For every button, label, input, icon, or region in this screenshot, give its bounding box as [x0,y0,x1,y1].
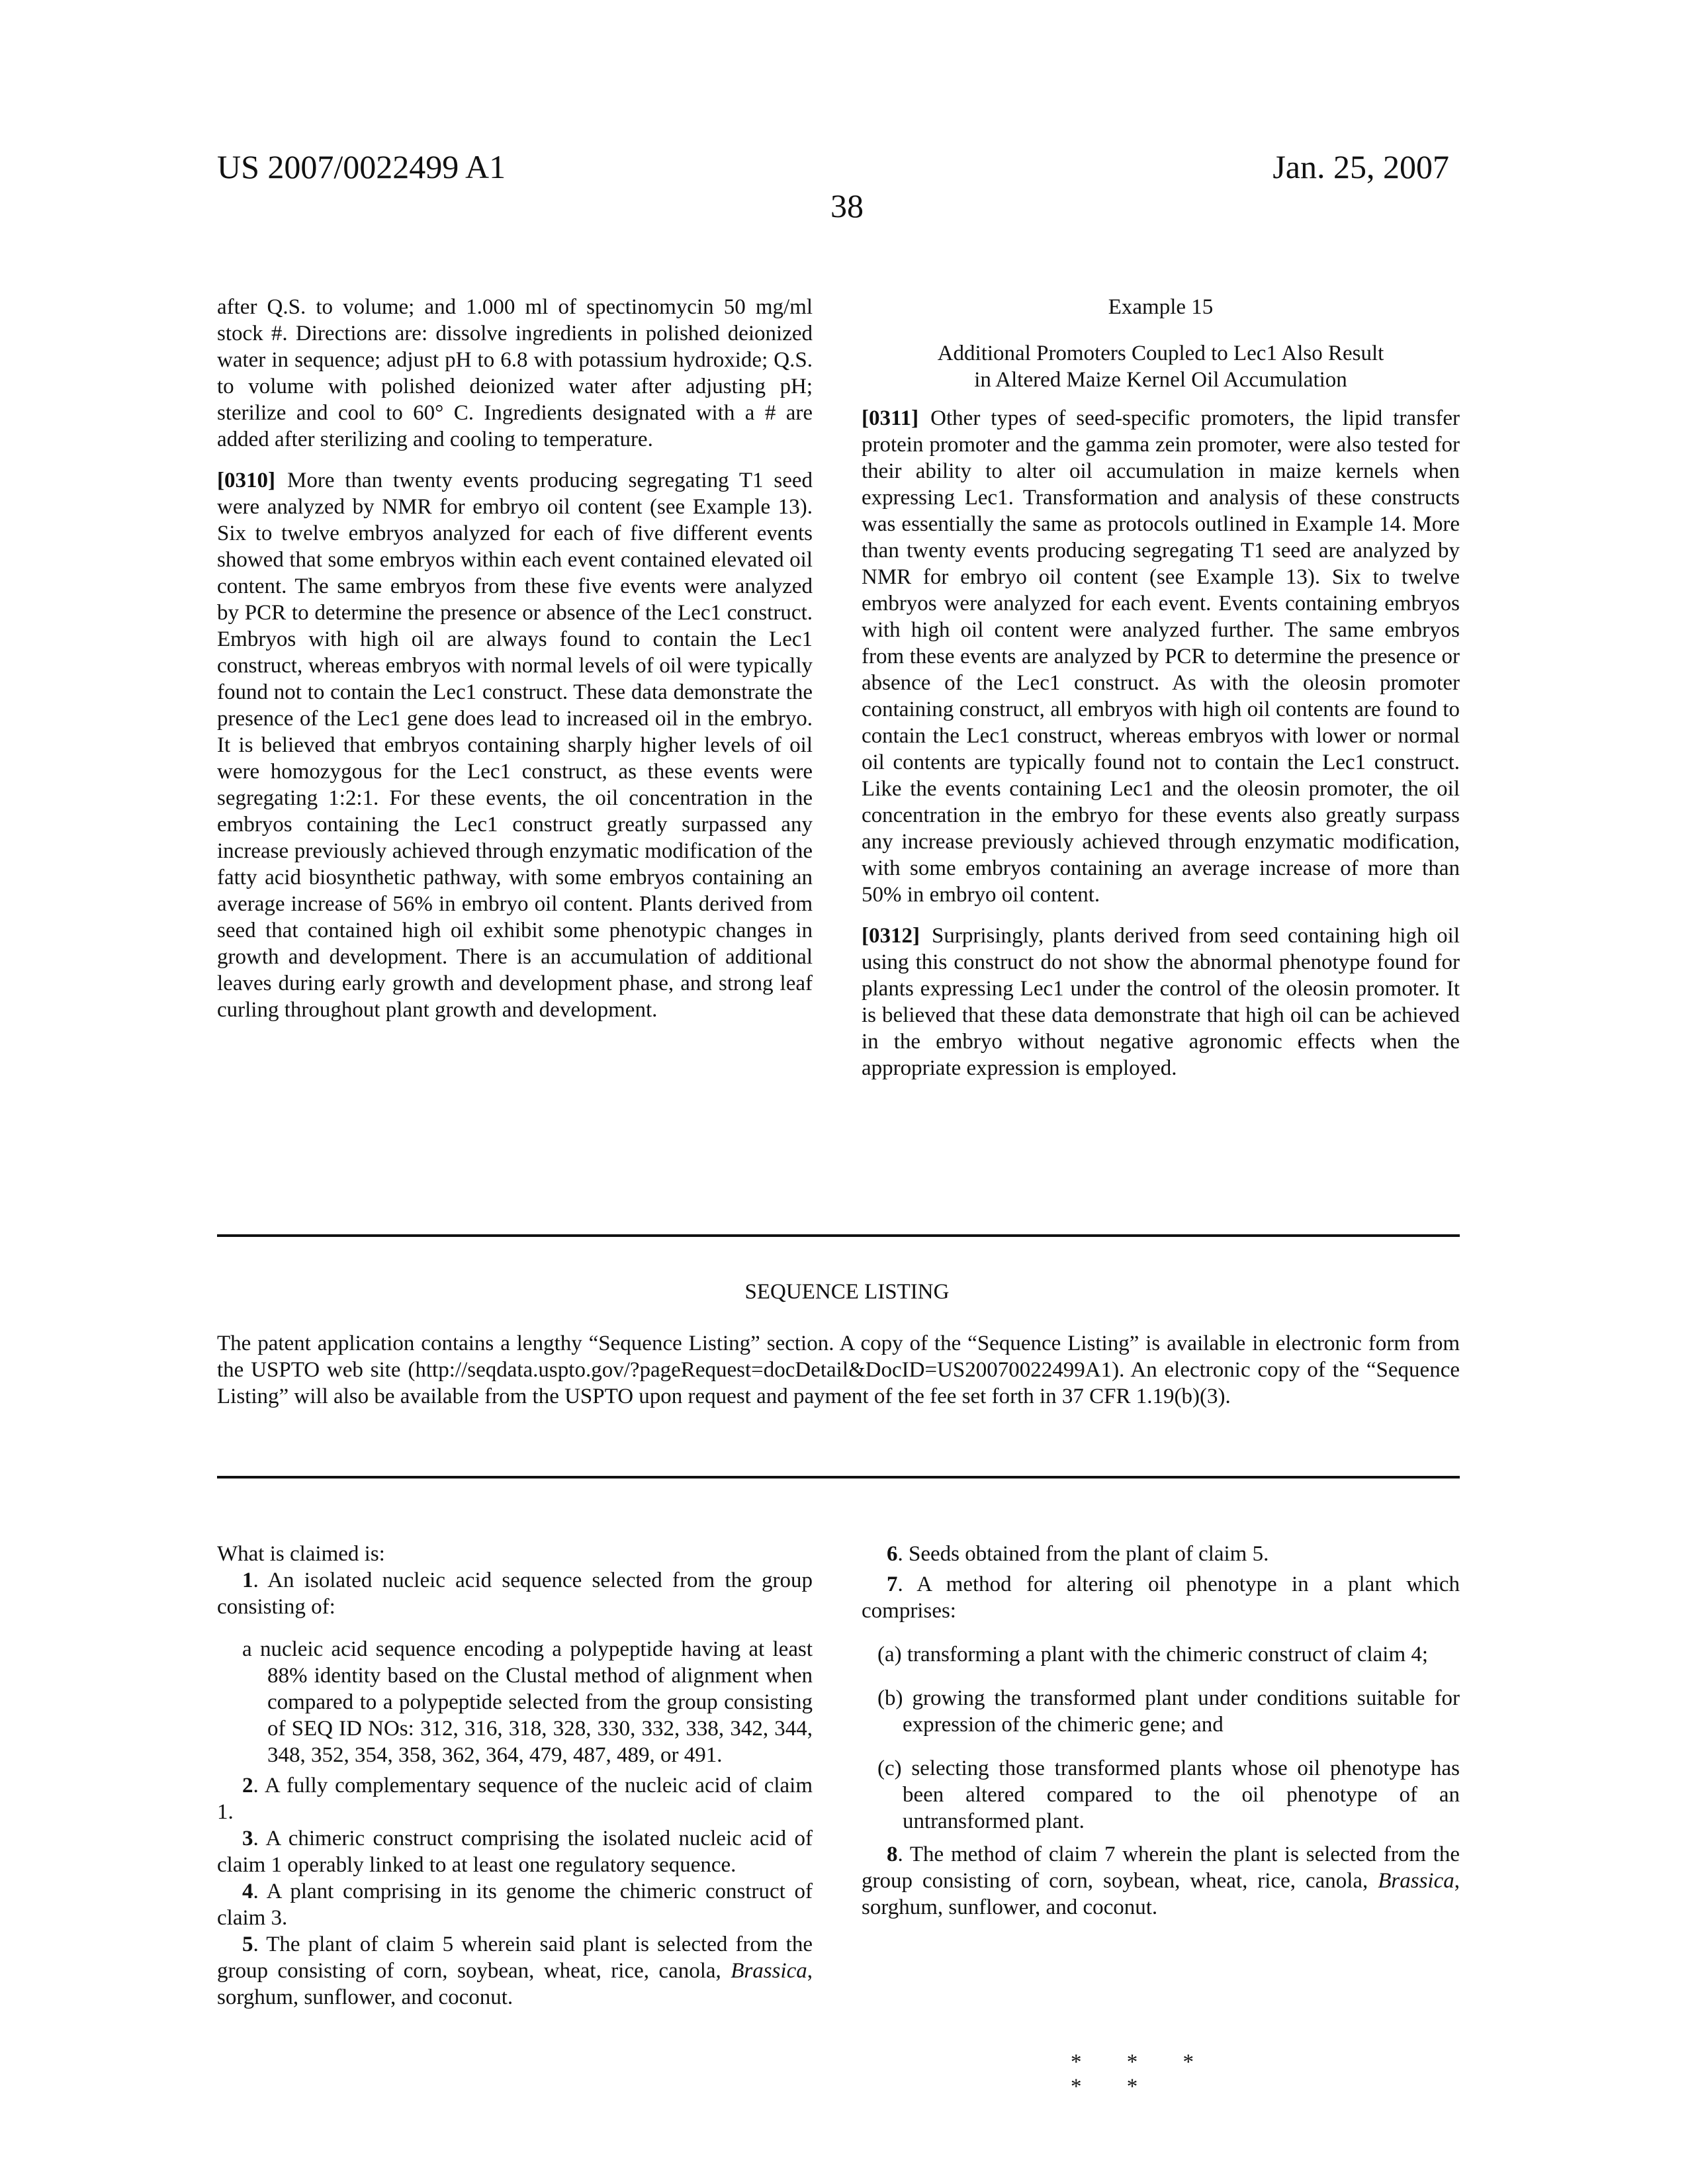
claim-text: . A method for altering oil phenotype in a plant which comprises: [862,1572,1460,1623]
continuation-paragraph: after Q.S. to volume; and 1.000 ml of spectinomycin 50 mg/ml stock #. Directions are: dissolve ingredients in polished deionized water in sequence; adjust pH to 6.8 with potassium hydroxide; Q.S. to volume with polished deionized water after adjusting pH; sterilize and cool to 60° C. Ingredients designated with a # are added after sterilizing and cooling to temperature. [217,294,813,453]
claim-number: 4 [242,1880,253,1903]
claim-number: 1 [242,1569,253,1592]
paragraph-0312 [862,923,1460,1081]
sequence-listing-title: SEQUENCE LISTING [0,1279,1694,1305]
example-heading-line-2: in Altered Maize Kernel Oil Accumulation [862,367,1460,393]
sequence-listing-body: The patent application contains a lengthy “Sequence Listing” section. A copy of the “Sequence Listing” is available in electronic form from the USPTO web site (http://seqdata.uspto.gov/?pageRequest=docDetail&DocID=US20070022499A1). An electronic copy of the “Sequence Listing” will also be available from the USPTO upon request and payment of the fee set forth in 37 CFR 1.19(b)(3). [217,1330,1460,1410]
claim-text-italic: Brassica [731,1959,807,1983]
example-heading-line-1: Additional Promoters Coupled to Lec1 Also Result [862,340,1460,367]
claim-text: . The method of claim 7 wherein the plant is selected from the group consisting of corn, soybean, wheat, rice, canola, [862,1843,1460,1893]
claim-7-step-b: (b) growing the transformed plant under conditions suitable for expression of the chimeric gene; and [862,1685,1460,1738]
left-column-top [217,294,813,1023]
claim-1-item: a nucleic acid sequence encoding a polypeptide having at least 88% identity based on the Clustal method of alignment when compared to a polypeptide selected from the group consisting of SEQ ID NOs: 312, 316, 318, 328, 330, 332, 338, 342, 344, 348, 352, 354, 358, 362, 364, 479, 487, 489, or 491. [217,1636,813,1768]
claim-1 [217,1567,813,1620]
claim-number: 5 [242,1933,253,1956]
paragraph-text: Other types of seed-specific promoters, the lipid transfer protein promoter and the gamma zein promoter, were also tested for their ability to alter oil accumulation in maize kernels when expressing Lec1. Transformation and analysis of these constructs was essentially the same as protocols outlined in Example 14. More than twenty events producing segregating T1 seed are analyzed by NMR for embryo oil content (see Example 13). Six to twelve embryos were analyzed for each event. Events containing embryos with high oil content were analyzed further. The same embryos from these events are analyzed by PCR to determine the presence or absence of the Lec1 construct. As with the oleosin promoter containing construct, all embryos with high oil contents are found to contain the Lec1 construct, whereas embryos with lower or normal oil contents are typically found not to contain the Lec1 construct. Like the events containing Lec1 and the oleosin promoter, the oil concentration in the embryo for these events also greatly surpass any increase previously achieved through enzymatic modification, with some embryos containing an average increase of more than 50% in embryo oil content. [862,406,1460,907]
claim-text: . Seeds obtained from the plant of claim 5. [898,1542,1269,1566]
paragraph-0310 [217,467,813,1023]
publication-date: Jan. 25, 2007 [1272,147,1449,187]
claim-3 [217,1825,813,1878]
claim-number: 8 [887,1843,898,1866]
claim-text: . The plant of claim 5 wherein said plant is selected from the group consisting of corn, soybean, wheat, rice, canola, [217,1933,813,1983]
claim-7-step-c: (c) selecting those transformed plants whose oil phenotype has been altered compared to the oil phenotype of an untransformed plant. [862,1755,1460,1835]
claim-2 [217,1772,813,1825]
claim-text: . An isolated nucleic acid sequence selected from the group consisting of: [217,1569,813,1619]
claim-number: 7 [887,1572,898,1596]
claims-right-column [862,1541,1460,1921]
claim-text-end: , sorghum, sunflower, and coconut. [217,1959,813,2009]
claim-8 [862,1841,1460,1921]
claim-number: 3 [242,1827,253,1850]
paragraph-text: Surprisingly, plants derived from seed containing high oil using this construct do not show the abnormal phenotype found for plants expressing Lec1 under the control of the oleosin promoter. It is believed that these data demonstrate that high oil can be achieved in the embryo without negative agronomic effects when the appropriate expression is employed. [862,924,1460,1080]
claim-text: . A plant comprising in its genome the chimeric construct of claim 3. [217,1880,813,1930]
claim-7-step-a: (a) transforming a plant with the chimeric construct of claim 4; [862,1641,1460,1668]
divider-bottom [217,1476,1460,1479]
claims-left-column [217,1541,813,2011]
claim-text-italic: Brassica [1378,1869,1454,1893]
right-column-top [862,294,1460,1081]
claim-text: . A chimeric construct comprising the isolated nucleic acid of claim 1 operably linked to at least one regulatory sequence. [217,1827,813,1877]
claim-number: 2 [242,1774,253,1797]
claim-4 [217,1878,813,1931]
example-title: Example 15 [862,294,1460,320]
divider-top [217,1234,1460,1237]
claim-text: . A fully complementary sequence of the nucleic acid of claim 1. [217,1774,813,1824]
claim-7 [862,1571,1460,1624]
paragraph-number: [0311] [862,406,918,430]
publication-number: US 2007/0022499 A1 [217,147,506,187]
claim-6 [862,1541,1460,1567]
paragraph-number: [0310] [217,469,275,492]
page-number: 38 [0,187,1694,225]
claim-5 [217,1931,813,2011]
end-of-document-marks: * * * * * [1071,2050,1249,2099]
paragraph-number: [0312] [862,924,920,948]
claims-intro: What is claimed is: [217,1541,813,1567]
claim-number: 6 [887,1542,898,1566]
paragraph-0311 [862,405,1460,908]
claim-text-end: , sorghum, sunflower, and coconut. [862,1869,1460,1919]
paragraph-text: More than twenty events producing segregating T1 seed were analyzed by NMR for embryo oil content (see Example 13). Six to twelve embryos analyzed for each of five different events showed that some embryos within each event contained elevated oil content. The same embryos from these five events were analyzed by PCR to determine the presence or absence of the Lec1 construct. Embryos with high oil are always found to contain the Lec1 construct, whereas embryos with normal levels of oil were typically found not to contain the Lec1 construct. These data demonstrate the presence of the Lec1 gene does lead to increased oil in the embryo. It is believed that embryos containing sharply higher levels of oil were homozygous for the Lec1 construct, as these events were segregating 1:2:1. For these events, the oil concentration in the embryos containing the Lec1 construct greatly surpassed any increase previously achieved through enzymatic modification of the fatty acid biosynthetic pathway, with some embryos containing an average increase of 56% in embryo oil content. Plants derived from seed that contained high oil exhibit some phenotypic changes in growth and development. There is an accumulation of additional leaves during early growth and development phase, and strong leaf curling throughout plant growth and development. [217,469,813,1022]
